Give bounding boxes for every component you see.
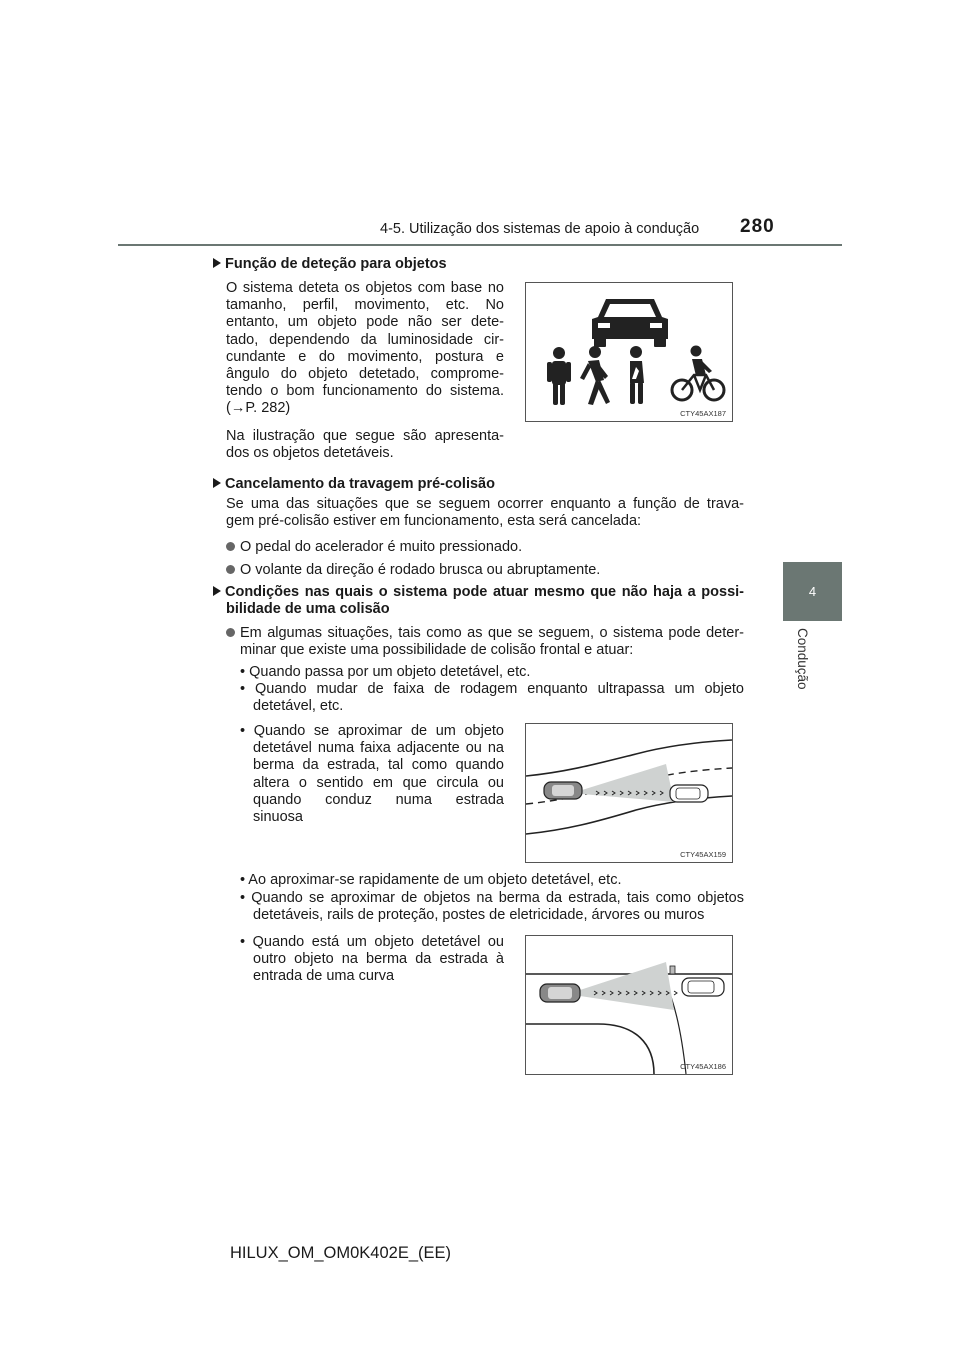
figure-code: CTY45AX159 [680,850,726,859]
target-car-icon [682,978,724,996]
condition-item-1: • Quando passa por um objeto detetável, etc. [240,664,531,680]
detection-paragraph: O sistema deteta os objetos com base no tamanho, perfil, movimento, etc. No entanto, um objeto pode não ser dete- tado, dependendo da luminosidade cir- cundante e do movimento, postura e ângulo do objeto detetado, comprome- tendo o bom funcionamento do sistema. (→P. 282) [226,280,504,417]
square-bullet-icon [213,586,221,596]
round-bullet-icon [226,628,235,637]
pedestrian-walking-icon [580,346,610,405]
document-code: HILUX_OM_OM0K402E_(EE) [230,1244,452,1262]
cancel-bullet-2: O volante da direção é rodado brusca ou abruptamente. [226,562,600,579]
condition-item-2: • Quando mudar de faixa de rodagem enquanto ultrapassa um objeto detetável, etc. [240,681,744,715]
figure-code: CTY45AX187 [680,409,726,418]
square-bullet-icon [213,258,221,268]
chapter-label: Condução [795,628,810,690]
condition-item-4: • Ao aproximar-se rapidamente de um objeto detetável, etc. [240,872,622,888]
detection-heading: Função de deteção para objetos [213,256,447,273]
cyclist-icon [672,346,724,401]
detection-paragraph-2: Na ilustração que segue são apresenta- dos os objetos detetáveis. [226,428,504,462]
figure-curve-entrance [525,935,733,1075]
header-rule [118,244,842,246]
figure-detectable-objects [525,282,733,422]
pedestrian-standing-icon [547,347,571,405]
figure-code: CTY45AX186 [680,1062,726,1071]
ego-car-icon [544,782,582,799]
cancel-heading: Cancelamento da travagem pré-colisão [213,476,495,493]
cancel-paragraph: Se uma das situações que se seguem ocorrer enquanto a função de trava- gem pré-colisão estiver em funcionamento, esta será cancelada: [226,496,744,530]
ego-car-icon [540,984,580,1002]
cancel-bullet-1: O pedal do acelerador é muito pressionado. [226,539,522,556]
square-bullet-icon [213,478,221,488]
round-bullet-icon [226,565,235,574]
round-bullet-icon [226,542,235,551]
conditions-heading: Condições nas quais o sistema pode atuar mesmo que não haja a possi- bilidade de uma colisão [213,584,744,618]
curve-entrance-illustration [526,936,732,1074]
section-title: 4-5. Utilização dos sistemas de apoio à condução [380,221,700,237]
car-front-icon [592,299,668,347]
page-number: 280 [740,216,775,237]
detectable-objects-illustration [526,283,732,421]
condition-item-5: • Quando se aproximar de objetos na berma da estrada, tais como objetos detetáveis, rails de proteção, postes de eletricidade, árvores ou muros [240,890,744,924]
curved-road-illustration [526,724,732,862]
figure-curved-road [525,723,733,863]
chapter-tab[interactable]: 4 [783,562,842,621]
condition-item-6: • Quando está um objeto detetável ou outro objeto na berma da estrada à entrada de uma curva [240,934,504,985]
conditions-bullet: Em algumas situações, tais como as que se seguem, o sistema pode deter- minar que existe uma possibilidade de colisão frontal e atuar: [226,625,744,659]
roadside-object-icon [670,966,675,974]
pedestrian-side-icon [630,346,644,404]
condition-item-3: • Quando se aproximar de um objeto detetável numa faixa adjacente ou na berma da estrada, tal como quando altera o sentido em que circula ou quando conduz numa estrada sinuosa [240,723,504,826]
target-car-icon [670,785,708,802]
